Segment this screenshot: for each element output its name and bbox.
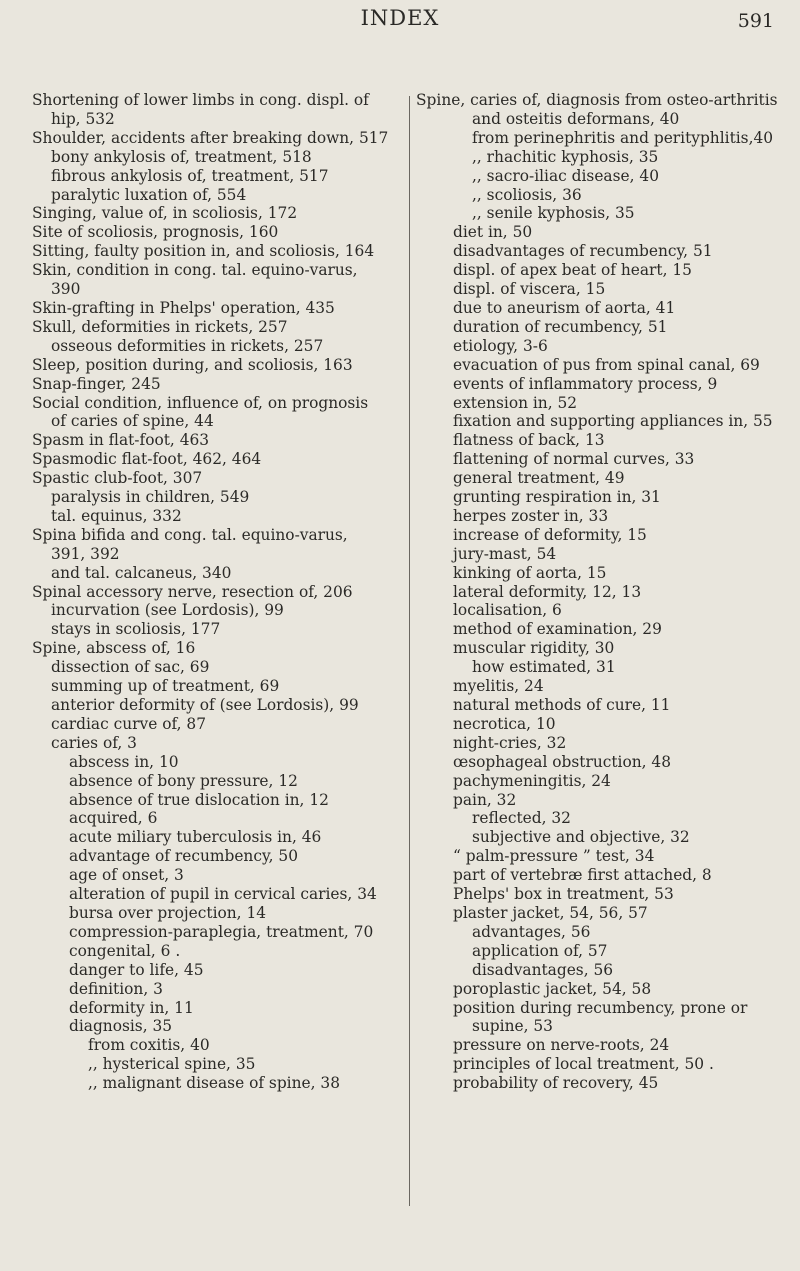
index-entry — [32, 658, 404, 677]
index-entry-continuation: 390 — [51, 280, 81, 299]
index-entry — [416, 507, 796, 526]
index-entry — [32, 186, 404, 205]
index-entry — [32, 261, 404, 299]
index-entry-text: bony ankylosis of, treatment, 518 — [51, 147, 312, 166]
index-entry-text: fibrous ankylosis of, treatment, 517 — [51, 166, 329, 185]
index-entry-text: Spine, caries of, diagnosis from osteo-arthritis — [416, 91, 778, 109]
index-entry-continuation: supine, 53 — [472, 1017, 553, 1036]
index-entry — [32, 1055, 404, 1074]
index-entry — [32, 734, 404, 753]
index-entry-text: tal. equinus, 332 — [51, 506, 182, 525]
index-entry-text: jury-mast, 54 — [453, 544, 557, 563]
index-entry-text: acquired, 6 — [69, 809, 158, 828]
index-entry-text: grunting respiration in, 31 — [453, 488, 661, 507]
index-entry-text: ,, scoliosis, 36 — [472, 185, 582, 204]
index-entry-text: pachymeningitis, 24 — [453, 771, 611, 790]
index-entry — [416, 885, 796, 904]
index-entry — [416, 488, 796, 507]
index-entry — [32, 375, 404, 394]
index-entry-text: deformity in, 11 — [69, 998, 194, 1017]
index-entry — [416, 564, 796, 583]
index-entry — [416, 696, 796, 715]
index-entry — [416, 242, 796, 261]
index-entry — [416, 791, 796, 810]
index-entry — [32, 1017, 404, 1036]
index-entry-text: alteration of pupil in cervical caries, 34 — [69, 885, 377, 904]
index-entry-text: method of examination, 29 — [453, 620, 662, 639]
index-entry — [416, 356, 796, 375]
index-entry — [32, 299, 404, 318]
index-entry-continuation: of caries of spine, 44 — [51, 412, 214, 431]
index-entry — [32, 318, 404, 337]
index-entry — [32, 450, 404, 469]
index-entry — [416, 923, 796, 942]
index-entry — [416, 110, 796, 129]
index-entry-text: Spastic club-foot, 307 — [32, 469, 203, 488]
index-entry-text: Snap-finger, 245 — [32, 374, 161, 393]
index-entry-text: evacuation of pus from spinal canal, 69 — [453, 355, 760, 374]
index-entry-text: bursa over projection, 14 — [69, 903, 267, 922]
index-entry-text: from perinephritis and perityphlitis,40 — [472, 128, 774, 147]
index-entry — [416, 91, 796, 110]
index-entry — [32, 469, 404, 488]
index-entry — [416, 620, 796, 639]
index-entry-text: general treatment, 49 — [453, 469, 625, 488]
index-entry — [32, 242, 404, 261]
index-entry-text: application of, 57 — [472, 941, 608, 960]
index-entry-text: Spina bifida and cong. tal. equino-varus, — [32, 525, 348, 544]
index-entry-text: caries of, 3 — [51, 733, 137, 752]
index-entry — [32, 772, 404, 791]
index-entry — [32, 696, 404, 715]
index-entry-text: acute miliary tuberculosis in, 46 — [69, 828, 322, 847]
index-entry — [32, 431, 404, 450]
column-divider — [409, 96, 410, 1206]
index-entry — [32, 923, 404, 942]
index-entry-text: age of onset, 3 — [69, 866, 184, 885]
index-entry-text: Shortening of lower limbs in cong. displ. of — [32, 91, 369, 109]
index-entry-text: flatness of back, 13 — [453, 431, 605, 450]
index-entry-continuation: hip, 532 — [51, 109, 115, 128]
index-entry-text: Social condition, influence of, on prognosis — [32, 393, 369, 412]
index-entry — [416, 394, 796, 413]
index-entry — [32, 980, 404, 999]
index-entry — [416, 809, 796, 828]
index-entry — [32, 564, 404, 583]
index-entry-text: events of inflammatory process, 9 — [453, 374, 718, 393]
index-entry-text: night-cries, 32 — [453, 733, 567, 752]
index-entry — [32, 791, 404, 810]
index-entry — [416, 753, 796, 772]
index-entry-text: muscular rigidity, 30 — [453, 639, 615, 658]
index-entry — [416, 999, 796, 1037]
index-entry-text: how estimated, 31 — [472, 658, 616, 677]
index-entry — [32, 337, 404, 356]
index-entry — [32, 885, 404, 904]
index-entry-text: ,, sacro-iliac disease, 40 — [472, 166, 659, 185]
index-entry-text: disadvantages of recumbency, 51 — [453, 242, 713, 261]
index-entry-text: danger to life, 45 — [69, 960, 204, 979]
index-entry-text: poroplastic jacket, 54, 58 — [453, 979, 652, 998]
index-entry-text: diet in, 50 — [453, 223, 533, 242]
index-entry — [416, 204, 796, 223]
index-entry — [416, 961, 796, 980]
index-entry — [416, 1074, 796, 1093]
index-entry — [416, 223, 796, 242]
index-entry — [32, 507, 404, 526]
index-entry — [416, 904, 796, 923]
index-entry — [32, 394, 404, 432]
index-entry-text: incurvation (see Lordosis), 99 — [51, 601, 284, 620]
index-entry-text: paralysis in children, 549 — [51, 488, 250, 507]
index-entry — [32, 828, 404, 847]
index-entry — [32, 526, 404, 564]
index-entry-text: position during recumbency, prone or — [453, 998, 748, 1017]
index-entry-text: displ. of apex beat of heart, 15 — [453, 261, 692, 280]
index-entry — [416, 734, 796, 753]
index-entry — [416, 148, 796, 167]
index-entry-text: “ palm-pressure ” test, 34 — [453, 847, 655, 866]
index-entry-text: reflected, 32 — [472, 809, 571, 828]
index-entry — [416, 337, 796, 356]
index-entry — [416, 677, 796, 696]
index-entry-text: Shoulder, accidents after breaking down, 517 — [32, 128, 389, 147]
index-entry-text: ,, malignant disease of spine, 38 — [88, 1074, 340, 1093]
index-entry — [416, 1055, 796, 1074]
index-entry — [416, 1036, 796, 1055]
index-entry — [416, 469, 796, 488]
index-entry — [32, 488, 404, 507]
index-column-right — [416, 91, 796, 1093]
index-entry — [32, 129, 404, 148]
index-entry-text: myelitis, 24 — [453, 677, 544, 696]
index-entry-text: Site of scoliosis, prognosis, 160 — [32, 223, 279, 242]
index-entry-text: compression-paraplegia, treatment, 70 — [69, 922, 374, 941]
index-entry — [32, 677, 404, 696]
index-entry — [416, 866, 796, 885]
index-entry — [32, 167, 404, 186]
index-entry — [416, 545, 796, 564]
index-entry-text: absence of bony pressure, 12 — [69, 771, 298, 790]
index-entry — [32, 942, 404, 961]
index-entry — [32, 223, 404, 242]
index-entry-text: lateral deformity, 12, 13 — [453, 582, 642, 601]
index-entry — [416, 431, 796, 450]
index-entry — [416, 639, 796, 658]
index-entry-text: subjective and objective, 32 — [472, 828, 690, 847]
index-entry — [416, 658, 796, 677]
index-entry-continuation: 391, 392 — [51, 544, 120, 563]
index-entry-text: Spine, abscess of, 16 — [32, 639, 196, 658]
index-entry-text: Spinal accessory nerve, resection of, 206 — [32, 582, 353, 601]
index-entry-text: congenital, 6 . — [69, 941, 181, 960]
index-entry-text: diagnosis, 35 — [69, 1017, 173, 1036]
index-entry-text: absence of true dislocation in, 12 — [69, 790, 329, 809]
index-entry-text: pressure on nerve-roots, 24 — [453, 1036, 670, 1055]
index-entry-text: probability of recovery, 45 — [453, 1074, 659, 1093]
index-entry-text: and osteitis deformans, 40 — [472, 109, 680, 128]
index-entry-text: summing up of treatment, 69 — [51, 677, 280, 696]
index-entry — [32, 639, 404, 658]
index-entry-text: pain, 32 — [453, 790, 517, 809]
index-entry — [32, 1036, 404, 1055]
index-entry — [32, 715, 404, 734]
index-entry-text: paralytic luxation of, 554 — [51, 185, 247, 204]
index-entry — [416, 186, 796, 205]
index-entry-text: natural methods of cure, 11 — [453, 696, 671, 714]
index-entry-text: ,, senile kyphosis, 35 — [472, 204, 635, 223]
index-entry-text: osseous deformities in rickets, 257 — [51, 336, 324, 355]
index-entry-text: kinking of aorta, 15 — [453, 563, 607, 582]
index-entry-text: and tal. calcaneus, 340 — [51, 563, 232, 582]
index-entry-text: plaster jacket, 54, 56, 57 — [453, 903, 648, 922]
index-entry-text: due to aneurism of aorta, 41 — [453, 298, 676, 317]
index-entry — [32, 961, 404, 980]
index-entry-text: ,, rhachitic kyphosis, 35 — [472, 147, 659, 166]
index-entry — [32, 583, 404, 602]
index-entry — [416, 601, 796, 620]
index-entry-text: advantage of recumbency, 50 — [69, 847, 298, 866]
index-entry-text: Spasm in flat-foot, 463 — [32, 431, 210, 450]
index-entry-text: flattening of normal curves, 33 — [453, 450, 695, 469]
index-entry — [416, 526, 796, 545]
index-entry — [32, 601, 404, 620]
index-entry — [416, 450, 796, 469]
index-entry — [32, 620, 404, 639]
index-entry-text: part of vertebræ first attached, 8 — [453, 866, 712, 885]
index-entry-text: extension in, 52 — [453, 393, 578, 412]
index-entry — [32, 753, 404, 772]
index-entry-text: localisation, 6 — [453, 601, 562, 620]
index-entry — [32, 204, 404, 223]
index-entry — [416, 412, 796, 431]
index-entry — [32, 356, 404, 375]
index-entry-text: dissection of sac, 69 — [51, 658, 210, 677]
index-entry-text: Sitting, faulty position in, and scoliosis, 164 — [32, 242, 375, 261]
index-entry-text: Phelps' box in treatment, 53 — [453, 885, 674, 904]
index-entry-text: ,, hysterical spine, 35 — [88, 1055, 256, 1074]
index-entry — [32, 91, 404, 129]
index-entry — [32, 866, 404, 885]
index-entry-text: principles of local treatment, 50 . — [453, 1055, 714, 1074]
index-entry-text: cardiac curve of, 87 — [51, 714, 206, 733]
index-entry-text: displ. of viscera, 15 — [453, 280, 606, 299]
page-number: 591 — [737, 10, 774, 32]
index-entry — [416, 167, 796, 186]
index-entry-text: œsophageal obstruction, 48 — [453, 752, 672, 771]
index-entry-text: from coxitis, 40 — [88, 1036, 210, 1055]
index-entry — [32, 148, 404, 167]
index-entry-text: Skin, condition in cong. tal. equino-varus, — [32, 261, 358, 280]
index-entry-text: Skull, deformities in rickets, 257 — [32, 317, 288, 336]
index-entry — [416, 129, 796, 148]
index-column-left — [32, 91, 404, 1093]
index-entry-text: Spasmodic flat-foot, 462, 464 — [32, 450, 262, 469]
index-entry-text: increase of deformity, 15 — [453, 525, 647, 544]
index-entry-text: advantages, 56 — [472, 922, 591, 941]
index-entry — [416, 942, 796, 961]
index-entry — [416, 980, 796, 999]
index-entry — [416, 280, 796, 299]
index-entry — [32, 1074, 404, 1093]
index-entry-text: stays in scoliosis, 177 — [51, 620, 221, 639]
index-entry — [32, 847, 404, 866]
index-entry — [32, 809, 404, 828]
index-entry-text: duration of recumbency, 51 — [453, 317, 668, 336]
index-entry — [416, 261, 796, 280]
index-entry-text: Singing, value of, in scoliosis, 172 — [32, 204, 298, 223]
index-entry-text: Sleep, position during, and scoliosis, 163 — [32, 355, 353, 374]
index-entry-text: definition, 3 — [69, 979, 163, 998]
index-entry — [416, 318, 796, 337]
index-entry — [32, 904, 404, 923]
index-entry — [416, 375, 796, 394]
index-entry — [32, 999, 404, 1018]
index-entry-text: abscess in, 10 — [69, 752, 179, 771]
index-entry-text: necrotica, 10 — [453, 714, 556, 733]
index-entry — [416, 828, 796, 847]
index-entry — [416, 583, 796, 602]
index-entry — [416, 847, 796, 866]
index-entry-text: herpes zoster in, 33 — [453, 506, 609, 525]
index-entry-text: fixation and supporting appliances in, 55 — [453, 412, 773, 431]
index-entry — [416, 772, 796, 791]
index-entry-text: anterior deformity of (see Lordosis), 99 — [51, 696, 359, 714]
index-entry-text: etiology, 3-6 — [453, 336, 548, 355]
index-entry-text: disadvantages, 56 — [472, 960, 614, 979]
running-header: INDEX — [360, 6, 440, 30]
index-entry-text: Skin-grafting in Phelps' operation, 435 — [32, 298, 335, 317]
index-entry — [416, 715, 796, 734]
index-entry — [416, 299, 796, 318]
